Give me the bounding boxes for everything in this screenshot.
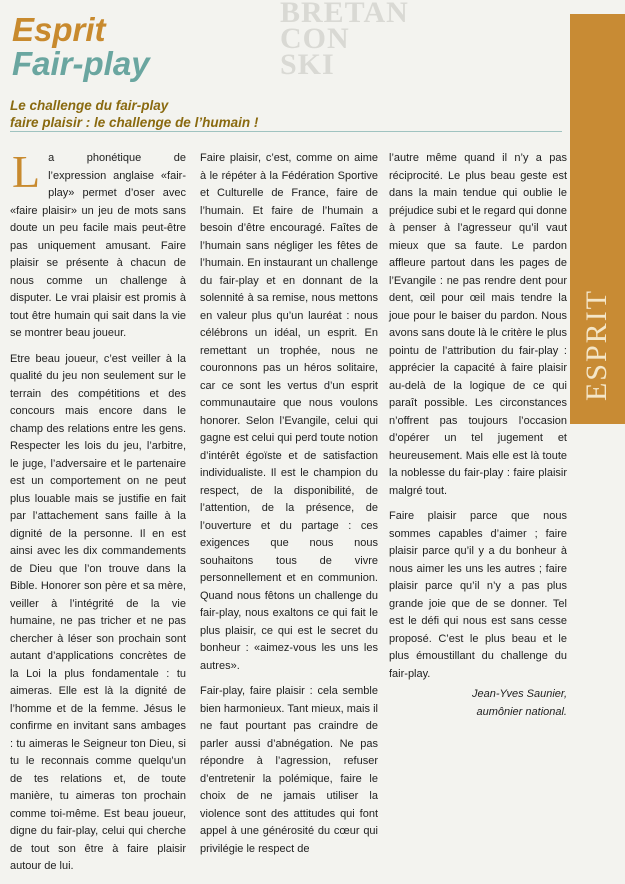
drop-cap: L [12,146,41,197]
article-column-3 [389,150,567,691]
paragraph: Etre beau joueur, c’est veiller à la qualité du jeu non seulement sur le terrain des compétitions et des concours mais encore dans le champ des relations entre les gens. Respecter les lois du jeu, l’arbitre, le juge, l’adversaire et le partenaire est un comportement on ne peut plus louable mais se justifie en fait par l’attachement sans faille à la dignité de la personne. Il en est ainsi avec les dix commandements de Dieu que l’on trouve dans la Bible. Honorer son père et sa mère, veiller à l’intégrité de la vie humaine, ne pas tricher et ne pas chercher à léser son prochain sont autant d’applications concrètes de la Loi la plus fondamentale : tu aimeras. Elle est là la dignité de l’homme et de la femme. Jésus le confirme en invitant sans ambages : tu aimeras le Seigneur ton Dieu, si tu le reconnais comme quelqu’un de tes relations et, de toute manière, tu aimeras ton prochain comme toi-même. Est beau joueur, digne du fair-play, celui qui cherche de tout son être à faire plaisir autour de lui. [10,352,186,872]
kicker-line-1: Le challenge du fair-play [10,98,169,113]
article-column-2 [200,150,378,866]
page-title: Esprit [12,11,106,48]
paragraph: l’autre même quand il n’y a pas réciprocité. Le plus beau geste est dans la main tendue qui oublie le préjudice subi et le regard qui donne à penser à l’agresseur qu’il vaut mieux que sa faute. Le pardon affleure partout dans les pages de l’Evangile : ne pas rendre dent pour dent, œil pour œil mais tendre la joue pour le baiser du pardon. Nous avons sans doute là le critère le plus pointu de l’attribution du fair-play : apprécier la capacité à faire plaisir au-delà de la logique de ce qui paraît possible. Les circonstances n’offrent pas toujours l’occasion d’opérer un tel jugement et heureusement. Mais elle est là toute la noblesse du fair-play : faire plaisir malgré tout. [389,152,567,497]
paragraph: Faire plaisir parce que nous sommes capables d’aimer ; faire plaisir parce qu’il y a du bonheur à nous aimer les uns les autres ; faire plaisir parce qu’il n’y a pas plus grande joie que de se donner. Tel est le défi qui nous est sans cesse proposé. C’est le plus beau et le plus émoustillant du challenge du fair-play. [389,510,567,680]
signature-role: aumônier national. [476,705,567,718]
article-kicker [10,97,258,131]
article-column-1 [10,146,186,884]
signature [389,686,567,721]
header-rule [10,131,562,132]
paragraph-text: a phonétique de l’expression anglaise «fair-play» permet d’oser avec «faire plaisir» un jeu de mots sans doute un peu facile mais peut-être pas uniquement amusant. Faire plaisir se présente à chacun de nous comme un challenge à disputer. Le vrai plaisir est promis à tout être humain qui sait dans la vie se montrer beau joueur. [10,152,186,339]
paragraph: Fair-play, faire plaisir : cela semble bien harmonieux. Tant mieux, mais il ne faut pourtant pas craindre de parler aussi d’abnégation. Ne pas répondre à l’agression, refuser d’entretenir la polémique, faire le choix de ne jamais utiliser la violence sont des attitudes qui font appel à une générosité du cœur qui privilégie le respect de [200,685,378,855]
kicker-line-2: faire plaisir : le challenge de l’humain ! [10,115,259,130]
page-title-secondary: Fair-play [12,45,150,82]
paragraph: Faire plaisir, c’est, comme on aime à le répéter à la Fédération Sportive et Culturelle de France, faire de l’humain. Et faire de l’humain a besoin d’être encouragé. Faîtes de l’humain sans négliger les fêtes de l’humain. En instaurant un challenge du fair-play et en donnant de la solennité à sa remise, nous mettons en valeur plus qu’un lauréat : nous célébrons un idéal, un esprit. En remettant un trophée, nous ne couronnons pas un héros solitaire, car ce sont les vertus d’un esprit communautaire que nous voulons honorer. Selon l’Evangile, celui qui gagne est celui qui perd toute notion d’intérêt égoïste et de satisfaction individualiste. Il est le champion du respect, de la disponibilité, de l’attention, de la présence, de l’ouverture et du partage : ces exigences que nous nous souhaitons tous de vivre personnellement et en communion. Quand nous fêtons un challenge du fair-play, nous exaltons ce qui fait le plus plaisir, ce qui est le secret du bonheur : «aimez-vous les uns les autres». [200,152,378,672]
background-ghost-text: BRETAN CON SKI [280,0,409,81]
paragraph [10,146,186,343]
section-band-label: ESPRIT [580,288,613,402]
signature-name: Jean-Yves Saunier, [472,688,567,700]
